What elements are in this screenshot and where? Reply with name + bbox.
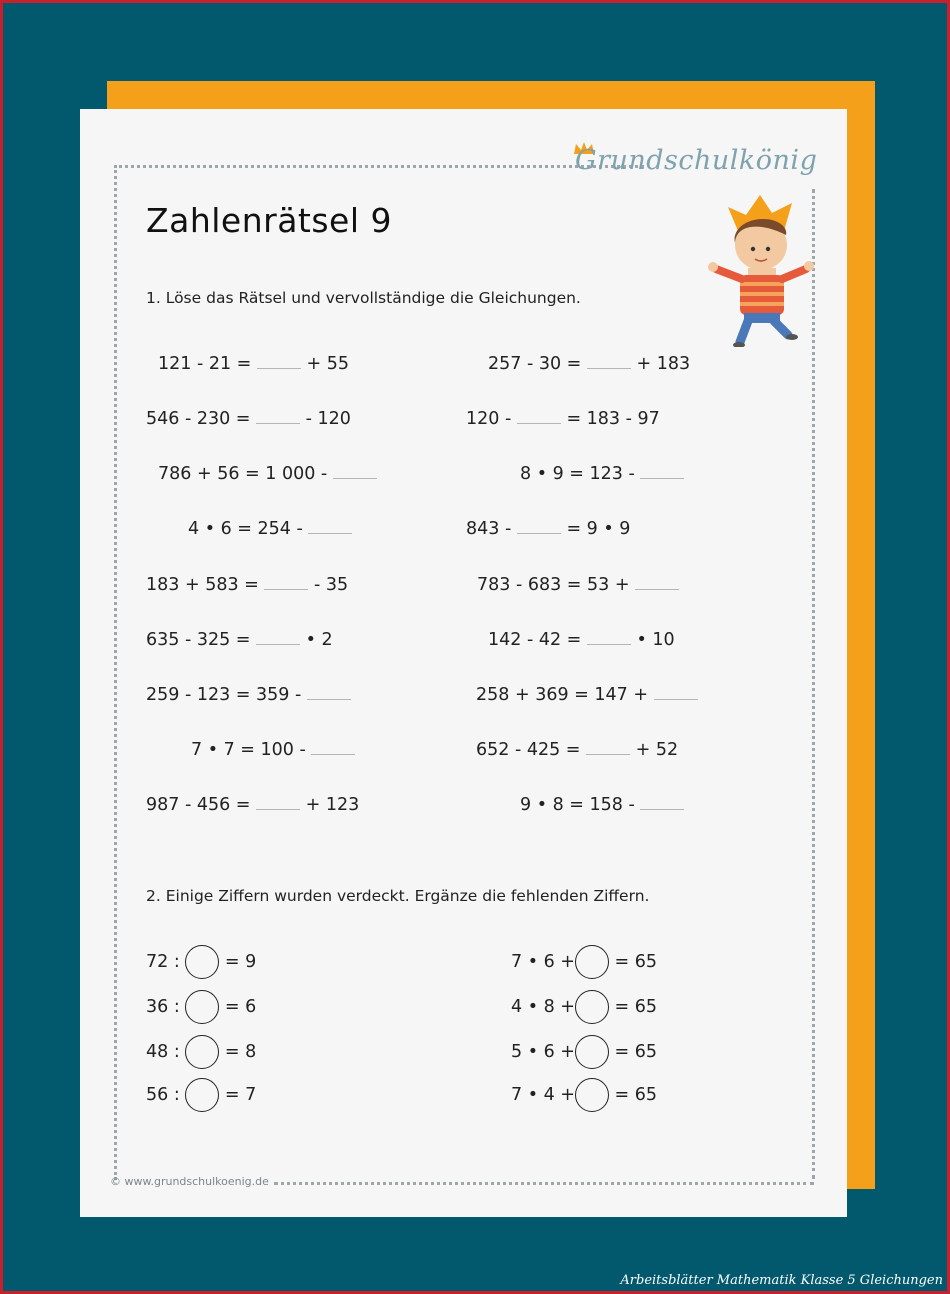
equation-left-8: 7 • 7 = 100 - [191,740,355,760]
digit-circle[interactable] [185,990,219,1024]
multiplication-row-2: 4 • 8 + = 65 [511,990,657,1024]
answer-blank[interactable] [264,575,308,590]
equation-left-6: 635 - 325 = • 2 [146,630,333,650]
answer-blank[interactable] [635,575,679,590]
equation-left-5: 183 + 583 = - 35 [146,575,349,595]
answer-blank[interactable] [587,354,631,369]
dotted-border-bottom [274,1182,814,1185]
equation-left-2: 546 - 230 = - 120 [146,409,351,429]
task-2-instruction: 2. Einige Ziffern wurden verdeckt. Ergänze die fehlenden Ziffern. [146,887,650,905]
multiplication-row-3: 5 • 6 + = 65 [511,1035,657,1069]
digit-circle[interactable] [185,1035,219,1069]
digit-circle[interactable] [185,1078,219,1112]
equation-right-2: 120 - = 183 - 97 [466,409,660,429]
answer-blank[interactable] [654,685,698,700]
equation-right-4: 843 - = 9 • 9 [466,519,631,539]
answer-blank[interactable] [307,685,351,700]
answer-blank[interactable] [517,519,561,534]
division-row-2: 36 : = 6 [146,990,256,1024]
equation-left-3: 786 + 56 = 1 000 - [158,464,377,484]
multiplication-row-1: 7 • 6 + = 65 [511,945,657,979]
equation-left-9: 987 - 456 = + 123 [146,795,360,815]
answer-blank[interactable] [640,795,684,810]
brand-logo: Grundschulkönig [575,145,818,176]
answer-blank[interactable] [256,630,300,645]
digit-circle[interactable] [185,945,219,979]
equation-left-1: 121 - 21 = + 55 [158,354,349,374]
answer-blank[interactable] [257,354,301,369]
equation-left-4: 4 • 6 = 254 - [188,519,352,539]
answer-blank[interactable] [587,630,631,645]
equation-right-8: 652 - 425 = + 52 [476,740,679,760]
answer-blank[interactable] [517,409,561,424]
equation-right-7: 258 + 369 = 147 + [476,685,698,705]
task-1-instruction: 1. Löse das Rätsel und vervollständige die Gleichungen. [146,289,581,307]
footer-copyright: © www.grundschulkoenig.de [110,1175,269,1188]
answer-blank[interactable] [256,409,300,424]
dotted-border-left [114,165,117,1180]
digit-circle[interactable] [575,990,609,1024]
equation-right-9: 9 • 8 = 158 - [520,795,684,815]
worksheet [80,109,847,1217]
digit-circle[interactable] [575,1078,609,1112]
answer-blank[interactable] [640,464,684,479]
dotted-border-top [114,165,644,168]
digit-circle[interactable] [575,1035,609,1069]
equation-left-7: 259 - 123 = 359 - [146,685,351,705]
image-caption: Arbeitsblätter Mathematik Klasse 5 Gleichungen [620,1273,943,1288]
answer-blank[interactable] [308,519,352,534]
digit-circle[interactable] [575,945,609,979]
answer-blank[interactable] [256,795,300,810]
equation-right-3: 8 • 9 = 123 - [520,464,684,484]
multiplication-row-4: 7 • 4 + = 65 [511,1078,657,1112]
answer-blank[interactable] [333,464,377,479]
answer-blank[interactable] [311,740,355,755]
answer-blank[interactable] [586,740,630,755]
page-title: Zahlenrätsel 9 [146,201,393,240]
division-row-4: 56 : = 7 [146,1078,256,1112]
equation-right-6: 142 - 42 = • 10 [488,630,675,650]
division-row-1: 72 : = 9 [146,945,256,979]
division-row-3: 48 : = 8 [146,1035,256,1069]
equation-right-5: 783 - 683 = 53 + [477,575,679,595]
boy-illustration [708,187,818,347]
equation-right-1: 257 - 30 = + 183 [488,354,691,374]
